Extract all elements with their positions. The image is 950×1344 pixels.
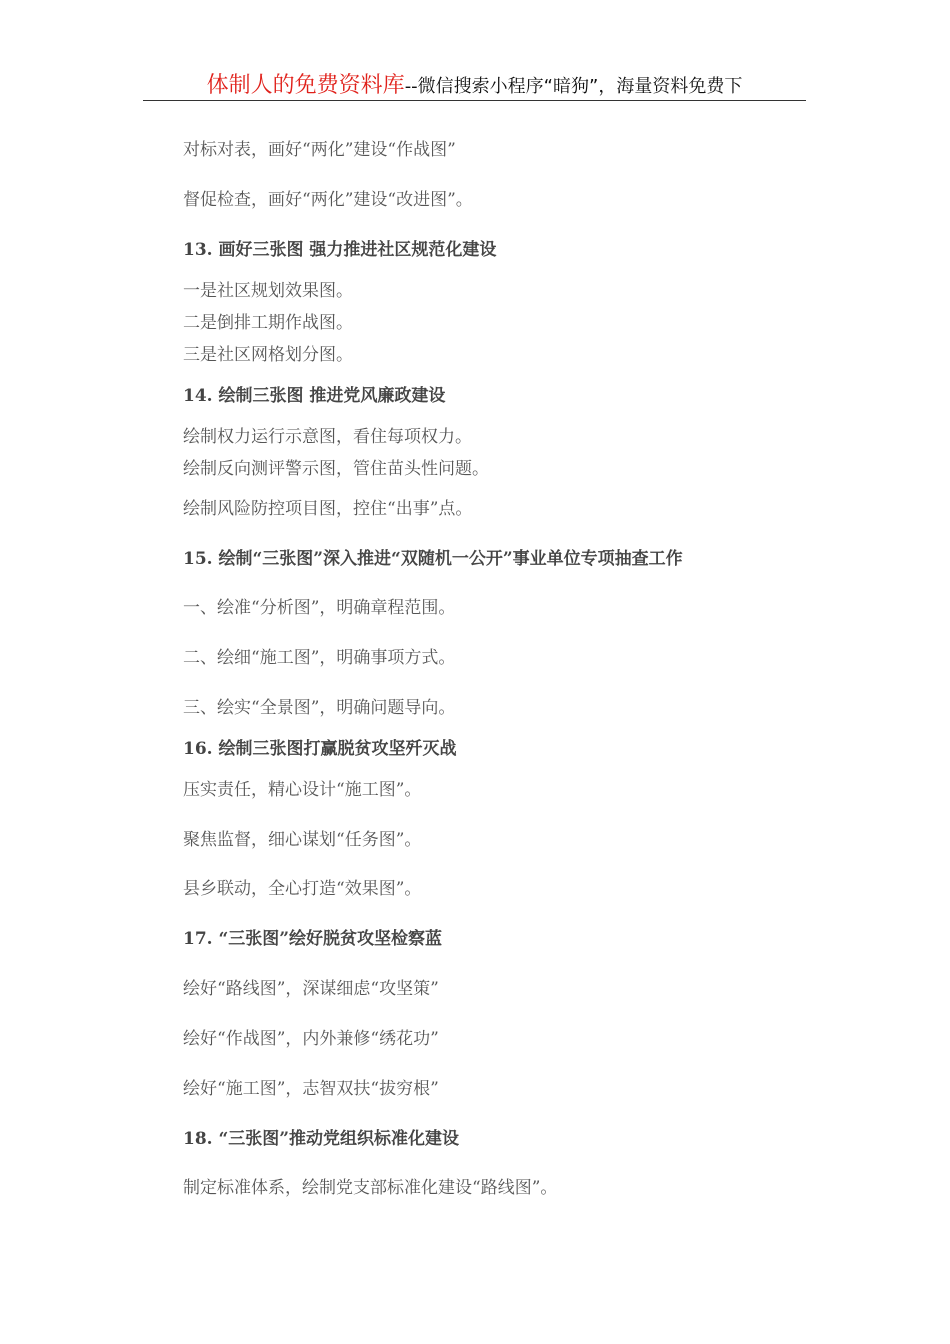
body-line: 绘制风险防控项目图，控住“出事”点。 <box>183 499 473 519</box>
section-heading: 16. 绘制三张图打赢脱贫攻坚歼灭战 <box>183 739 457 759</box>
section-heading: 17. “三张图”绘好脱贫攻坚检察蓝 <box>183 929 443 949</box>
body-line: 督促检查，画好“两化”建设“改进图”。 <box>183 190 473 210</box>
body-line: 二、绘细“施工图”，明确事项方式。 <box>183 648 456 668</box>
body-line: 一、绘准“分析图”，明确章程范围。 <box>183 598 456 618</box>
body-line: 压实责任，精心设计“施工图”。 <box>183 780 422 800</box>
section-heading: 15. 绘制“三张图”深入推进“双随机一公开”事业单位专项抽查工作 <box>183 549 683 569</box>
body-line: 制定标准体系，绘制党支部标准化建设“路线图”。 <box>183 1178 558 1198</box>
body-line: 一是社区规划效果图。 <box>183 281 353 301</box>
body-line: 三是社区网格划分图。 <box>183 345 353 365</box>
section-heading: 18. “三张图”推动党组织标准化建设 <box>183 1129 460 1149</box>
header-note: --微信搜索小程序“暗狗”，海量资料免费下 <box>404 76 743 97</box>
body-line: 三、绘实“全景图”，明确问题导向。 <box>183 698 456 718</box>
section-heading: 13. 画好三张图 强力推进社区规范化建设 <box>183 240 497 260</box>
header-brand: 体制人的免费资料库 <box>206 73 405 98</box>
body-line: 绘制反向测评警示图，管住苗头性问题。 <box>183 459 489 479</box>
body-line: 县乡联动，全心打造“效果图”。 <box>183 879 422 899</box>
body-line: 绘好“路线图”，深谋细虑“攻坚策” <box>183 979 439 999</box>
body-line: 聚焦监督，细心谋划“任务图”。 <box>183 830 422 850</box>
body-line: 绘好“作战图”，内外兼修“绣花功” <box>183 1029 439 1049</box>
body-line: 对标对表，画好“两化”建设“作战图” <box>183 140 456 160</box>
section-heading: 14. 绘制三张图 推进党风廉政建设 <box>183 386 446 406</box>
page-header <box>143 68 806 101</box>
body-line: 二是倒排工期作战图。 <box>183 313 353 333</box>
body-line: 绘好“施工图”，志智双扶“拔穷根” <box>183 1079 439 1099</box>
body-line: 绘制权力运行示意图，看住每项权力。 <box>183 427 472 447</box>
